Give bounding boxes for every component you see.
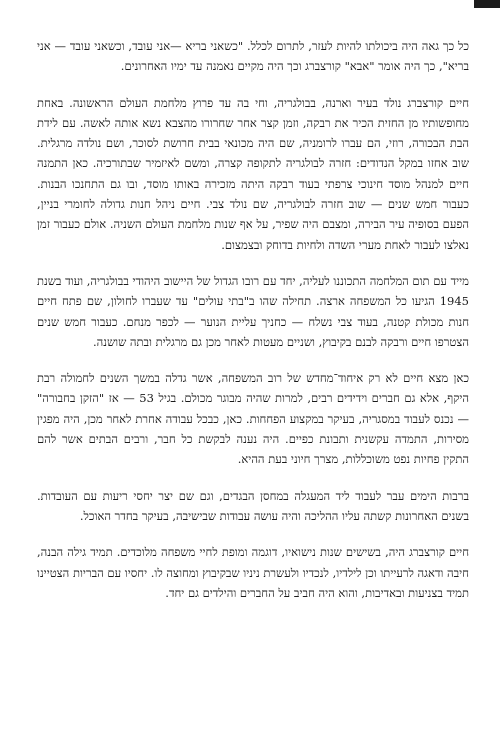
paragraph-3: מייד עם תום המלחמה התכוננו לעליה, יחד עם רובו הגדול של היישוב היהודי בבולגריה, ועוד בשנת 1945 הגיעו כל המשפחה ארצה. תחילה שהו ב"בתי עולים" עד שעברו לחולון, שם פתח חיים חנות מכולת קטנה, בעוד צבי נשלח — כחניך עליית הנוער — לכפר מנחם. כעבור חמש שנים הצטרפו חיים ורבקה לבנם בקיבוץ, ושניים מעטות לאחר מכן גם מרגלית ובתה שושנה.	[37, 273, 469, 349]
paragraph-4: כאן מצא חיים לא רק איחוד־מחדש של רוב המשפחה, אשר גדלה במשך השנים לחמולה רבת היקף, אלא גם חברים וידידים רבים, למרות שהיה מבוגר מכולם. בגיל 53 — אז "הזקן בחבורה" — נכנס לעבוד במסגריה, בעיקר במקצוע הפחחות. כאן, כבכל עבודה אחרת לאחר מכן, היה מפגין מסירות, התמדה עקשנית ותבונת כפיים. היה נענה לבקשת כל חבר, ורבים הבתים אשר להם התקין פחיות נפט משוכללות, מצרך חיוני בעת ההיא.	[37, 371, 469, 467]
paragraph-6: חיים קורצברג היה, בשישים שנות נישואיו, דוגמה ומופת לחיי משפחה מלוכדים. תמיד גילה הבנה, חיבה ודאגה לרעייתו וכן לילדיו, לנכדיו ולעשרת ניניו שבקיבוץ ומחוצה לו. יחסיו עם הבריות הצטיינו תמיד בצניעות ובאדיבות, והוא היה חביב על החברים והילדים גם יחד.	[37, 545, 469, 600]
page-corner-mark	[474, 0, 500, 8]
paragraph-2: חיים קורצברג נולד בעיר וארנה, בבולגריה, וחי בה עד פרוץ מלחמת העולם הראשונה. באחת מחופשותיו מן החזית הכיר את רבקה, וזמן קצר אחר שחרורו מהצבא נשא אותה לאשה. עם לידת הבת הבכורה, רוזי, הם עברו לרומניה, שם היה מכונאי בבית חרושת לסוכר, ושם נולדה מרגלית. שוב אחזו במקל הנדודים: חזרה לבולגריה לתקופה קצרה, ומשם לאיזמיר שבתורכיה. כאן התמנה חיים למנהל מוסד חינוכי צרפתי בעוד רבקה היתה מזכירה באותו מוסד, ובו גם התחנכו הבנות. כעבור חמש שנים — שוב חזרה לבולגריה, שם נולד צבי. חיים ניהל חנות גדולה לחומרי בניין, הפעם בסופיה עיר הבירה, ומצבם היה שפיר, על אף שנות מלחמת העולם השניה. אולם כעבור זמן נאלצו לעבור לאחת מערי השדה ולחיות בדוחק ובצמצום.	[37, 95, 469, 252]
document-page	[37, 36, 469, 603]
paragraph-1: כל כך גאה היה ביכולתו להיות לעזר, לתרום לכלל. "כשאני בריא —אני עובד, וכשאני עובד — אני בריא", כך היה אומר "אבא" קורצברג וכך היה מקיים נאמנה עד ימיו האחרונים.	[37, 39, 469, 74]
paragraph-5: ברבות הימים עבר לעבוד ליד המעגלה במחסן הבגדים, וגם שם יצר יחסי ריעות עם העובדות. בשנים האחרונות קשתה עליו ההליכה והיה עושה עבודות שבישיבה, בעיקר בחדר האוכל.	[37, 488, 469, 523]
